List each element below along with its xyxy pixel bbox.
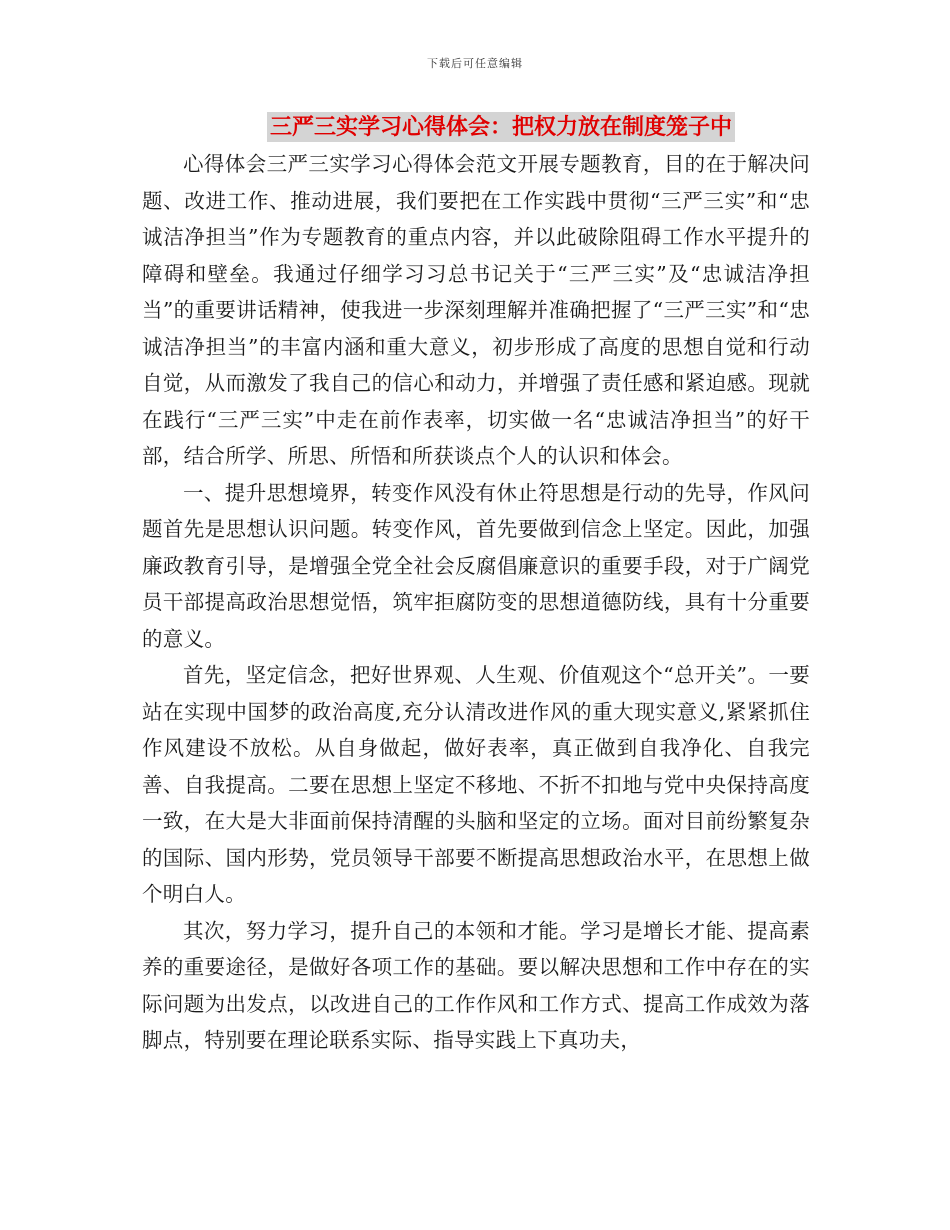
paragraph-secondly: 其次，努力学习，提升自己的本领和才能。学习是增长才能、提高素养的重要途径，是做好各项工作的基础。要以解决思想和工作中存在的实际问题为出发点，以改进自己的工作作风和工作方式、提高工作成效为落脚点，特别要在理论联系实际、指导实践上下真功夫， [142,918,810,1052]
document-body [142,146,810,1059]
paragraph-intro: 心得体会三严三实学习心得体会范文开展专题教育，目的在于解决问题、改进工作、推动进展，我们要把在工作实践中贯彻“三严三实”和“忠诚洁净担当”作为专题教育的重点内容，并以此破除阻碍工作水平提升的障碍和壁垒。我通过仔细学习习总书记关于“三严三实”及“忠诚洁净担当”的重要讲话精神，使我进一步深刻理解并准确把握了“三严三实”和“忠诚洁净担当”的丰富内涵和重大意义，初步形成了高度的思想自觉和行动自觉，从而激发了我自己的信心和动力，并增强了责任感和紧迫感。现就在践行“三严三实”中走在前作表率，切实做一名“忠诚洁净担当”的好干部，结合所学、所思、所悟和所获谈点个人的认识和体会。 [142,152,810,468]
document-title: 三严三实学习心得体会：把权力放在制度笼子中 [267,112,735,142]
paragraph-firstly: 首先，坚定信念，把好世界观、人生观、价值观这个“总开关”。一要站在实现中国梦的政治高度,充分认清改进作风的重大现实意义,紧紧抓住作风建设不放松。从自身做起，做好表率，真正做到自我净化、自我完善、自我提高。二要在思想上坚定不移地、不折不扣地与党中央保持高度一致，在大是大非面前保持清醒的头脑和坚定的立场。面对目前纷繁复杂的国际、国内形势，党员领导干部要不断提高思想政治水平，在思想上做个明白人。 [142,663,810,906]
paragraph-section-one: 一、提升思想境界，转变作风没有休止符思想是行动的先导，作风问题首先是思想认识问题。转变作风，首先要做到信念上坚定。因此，加强廉政教育引导，是增强全党全社会反腐倡廉意识的重要手段，对于广阔党员干部提高政治思想觉悟，筑牢拒腐防变的思想道德防线，具有十分重要的意义。 [142,480,810,651]
title-container [0,112,950,142]
header-note: 下载后可任意编辑 [427,57,523,70]
